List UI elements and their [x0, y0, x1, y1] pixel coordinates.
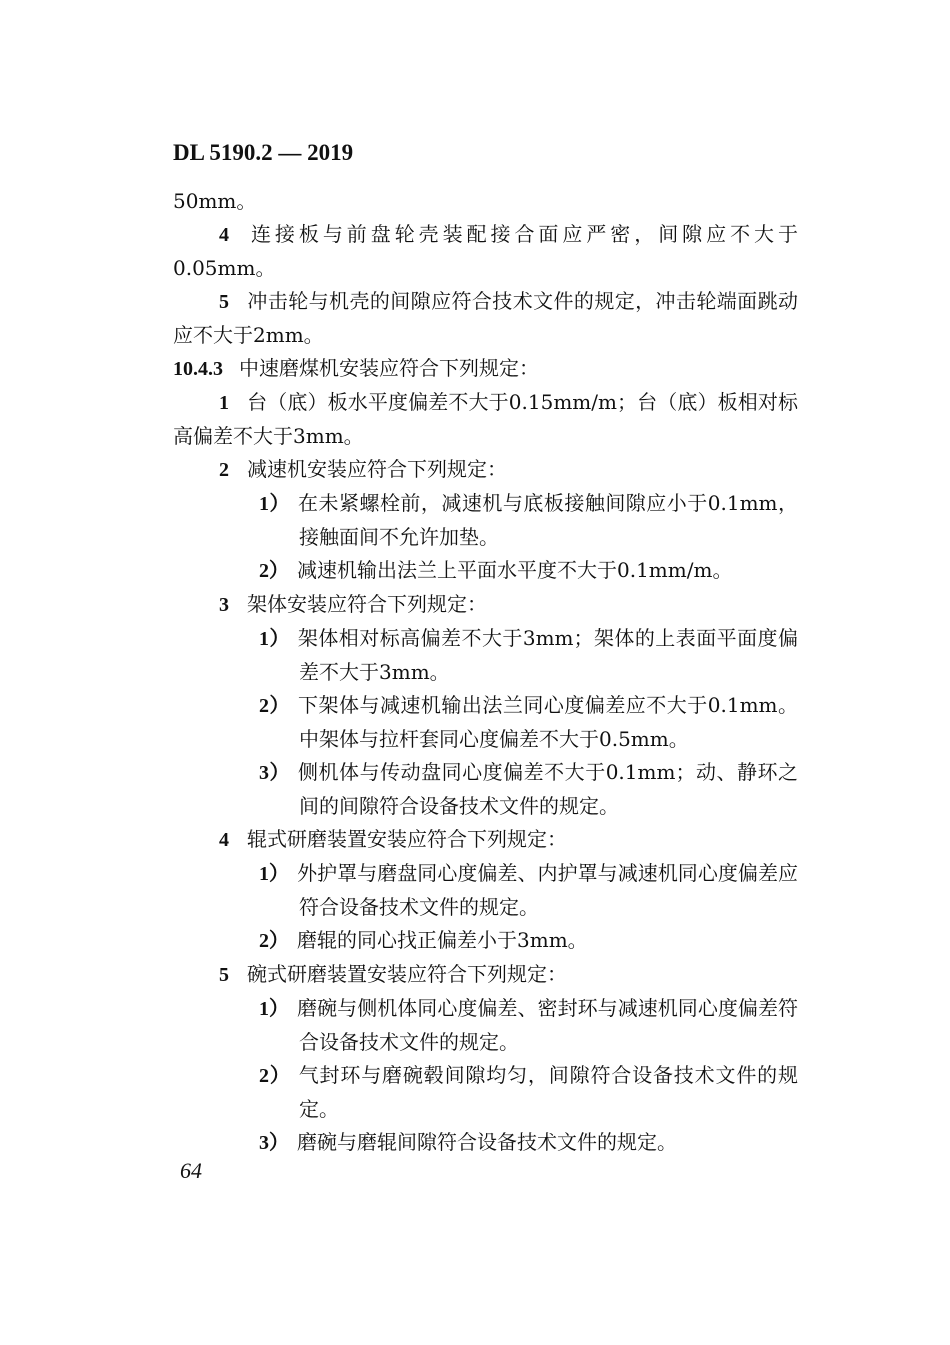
sub-item-number: 1）: [259, 998, 290, 1020]
item-text: 减速机安装应符合下列规定：: [247, 457, 507, 481]
sub-item-number: 2）: [259, 1065, 291, 1087]
sub-item-text: 减速机输出法兰上平面水平度不大于0.1mm/m。: [297, 558, 733, 582]
sub-item: [173, 756, 798, 823]
sub-item: [173, 487, 798, 554]
continuation-line: [173, 185, 798, 218]
clause-text: 中速磨煤机安装应符合下列规定：: [239, 356, 539, 380]
sub-item-number: 1）: [259, 493, 290, 515]
sub-item: [173, 992, 798, 1059]
item-text: 台（底）板水平度偏差不大于0.15mm/m；台（底）板相对标高偏差不大于3mm。: [173, 390, 798, 448]
item-text: 碗式研磨装置安装应符合下列规定：: [247, 962, 567, 986]
sub-item-text: 侧机体与传动盘同心度偏差不大于0.1mm；动、静环之间的间隙符合设备技术文件的规定。: [298, 760, 798, 818]
document-body: [173, 185, 798, 1160]
sub-item: [173, 622, 798, 689]
sub-item-text: 磨辊的同心找正偏差小于3mm。: [297, 928, 588, 952]
item-number: 4: [219, 224, 229, 246]
page-number: 64: [180, 1158, 202, 1183]
document-code-header: DL 5190.2 — 2019: [173, 140, 354, 165]
sub-item-text: 磨碗与磨辊间隙符合设备技术文件的规定。: [297, 1130, 677, 1154]
list-item: [173, 453, 798, 487]
list-item: [173, 958, 798, 992]
sub-item: [173, 554, 798, 588]
sub-item: [173, 1059, 798, 1126]
item-number: 1: [219, 392, 229, 414]
sub-item-number: 3）: [259, 1132, 289, 1154]
sub-item: [173, 689, 798, 756]
sub-item: [173, 924, 798, 958]
list-item: [173, 588, 798, 622]
sub-item-number: 2）: [259, 695, 290, 717]
list-item: [173, 218, 798, 285]
paragraph-text: 50mm。: [173, 189, 257, 213]
item-number: 2: [219, 459, 229, 481]
item-text: 冲击轮与机壳的间隙应符合技术文件的规定，冲击轮端面跳动应不大于2mm。: [173, 289, 798, 347]
sub-item-number: 2）: [259, 560, 289, 582]
sub-item-text: 外护罩与磨盘同心度偏差、内护罩与减速机同心度偏差应符合设备技术文件的规定。: [297, 861, 799, 919]
sub-item-number: 3）: [259, 762, 291, 784]
item-text: 架体安装应符合下列规定：: [247, 592, 487, 616]
list-item: [173, 386, 798, 453]
sub-item-text: 下架体与减速机输出法兰同心度偏差应不大于0.1mm。中架体与拉杆套同心度偏差不大于0.5mm。: [297, 693, 798, 751]
item-text: 辊式研磨装置安装应符合下列规定：: [247, 827, 567, 851]
sub-item: [173, 1126, 798, 1160]
sub-item-text: 在未紧螺栓前，减速机与底板接触间隙应小于0.1mm，接触面间不允许加垫。: [297, 491, 798, 549]
item-number: 4: [219, 829, 229, 851]
sub-item-number: 1）: [259, 863, 290, 885]
clause-heading: [173, 352, 798, 386]
item-number: 3: [219, 594, 229, 616]
sub-item: [173, 857, 798, 924]
sub-item-text: 气封环与磨碗毂间隙均匀，间隙符合设备技术文件的规定。: [298, 1063, 799, 1121]
sub-item-number: 1）: [259, 628, 290, 650]
list-item: [173, 285, 798, 352]
item-number: 5: [219, 291, 229, 313]
sub-item-text: 架体相对标高偏差不大于3mm；架体的上表面平面度偏差不大于3mm。: [297, 626, 799, 684]
item-text: 连接板与前盘轮壳装配接合面应严密，间隙应不大于0.05mm。: [173, 222, 798, 280]
sub-item-number: 2）: [259, 930, 289, 952]
item-number: 5: [219, 964, 229, 986]
sub-item-text: 磨碗与侧机体同心度偏差、密封环与减速机同心度偏差符合设备技术文件的规定。: [297, 996, 799, 1054]
list-item: [173, 823, 798, 857]
clause-number: 10.4.3: [173, 358, 223, 380]
